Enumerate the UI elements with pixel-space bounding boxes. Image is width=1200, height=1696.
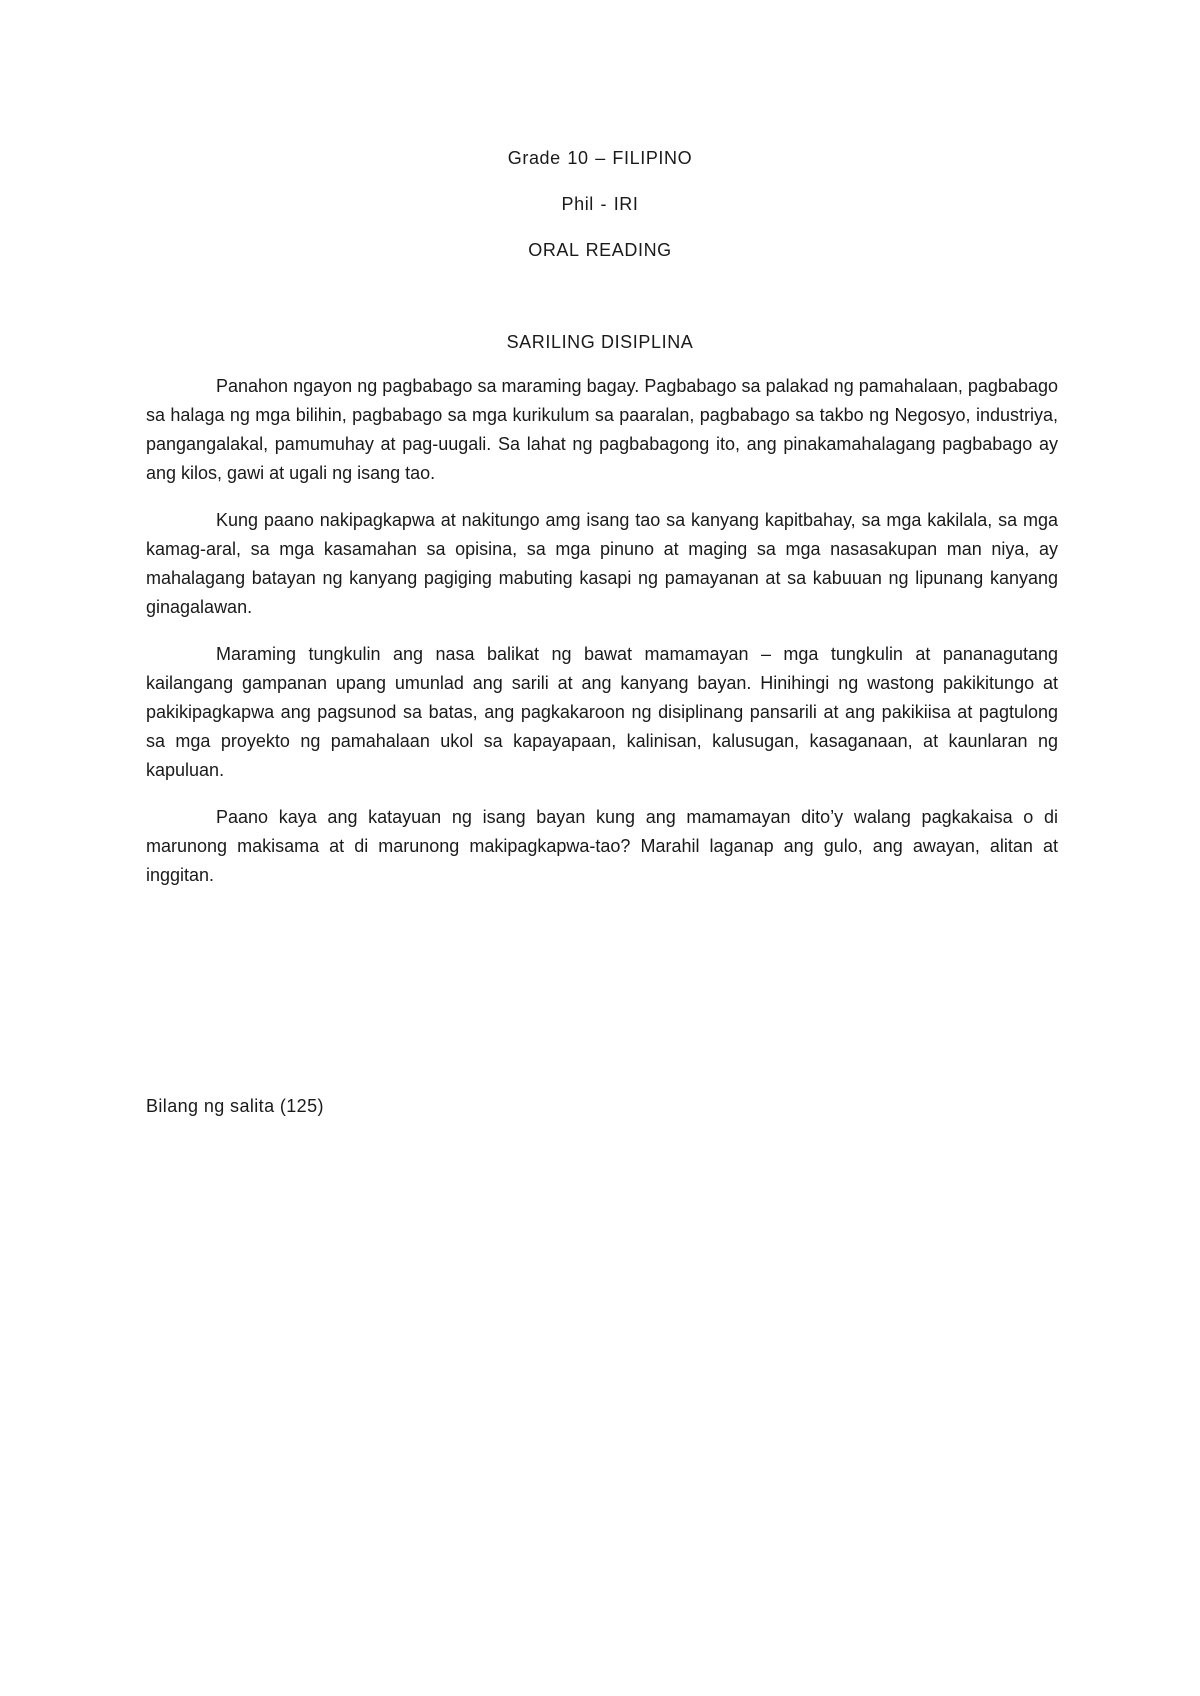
- story-title: SARILING DISIPLINA: [506, 332, 694, 352]
- grade-heading: Grade 10 – FILIPINO: [507, 148, 693, 168]
- test-heading: Phil - IRI: [561, 194, 639, 214]
- story-paragraph-2: Kung paano nakipagkapwa at nakitungo amg isang tao sa kanyang kapitbahay, sa mga kakilala, sa mga kamag-aral, sa mga kasamahan sa opisina, sa mga pinuno at maging sa mga nasasakupan man niya, ay mahalagang batayan ng kanyang pagiging mabuting kasapi ng pamayanan at sa kabuuan ng lipunang kanyang ginagalawan.: [146, 510, 1058, 617]
- story-paragraph-3: Maraming tungkulin ang nasa balikat ng bawat mamamayan – mga tungkulin at pananagutang kailangang gampanan upang umunlad ang sarili at ang kanyang bayan. Hinihingi ng wastong pakikitungo at pakikipagkapwa ang pagsunod sa batas, ang pagkakaroon ng disiplinang pansarili at ang pakikiisa at pagtulong sa mga proyekto ng pamahalaan ukol sa kapayapaan, kalinisan, kalusugan, kasaganaan, at kaunlaran ng kapuluan.: [146, 644, 1058, 780]
- story-body: [146, 372, 1058, 908]
- story-paragraph-4: Paano kaya ang katayuan ng isang bayan kung ang mamamayan dito’y walang pagkakaisa o di marunong makisama at di marunong makipagkapwa-tao? Marahil laganap ang gulo, ang awayan, alitan at inggitan.: [146, 807, 1058, 885]
- word-count-label: Bilang ng salita (125): [146, 1096, 324, 1116]
- reading-type-heading: ORAL READING: [528, 240, 672, 260]
- story-paragraph-1: Panahon ngayon ng pagbabago sa maraming bagay. Pagbabago sa palakad ng pamahalaan, pagbabago sa halaga ng mga bilihin, pagbabago sa mga kurikulum sa paaralan, pagbabago sa takbo ng Negosyo, industriya, pangangalakal, pamumuhay at pag-uugali. Sa lahat ng pagbabagong ito, ang pinakamahalagang pagbabago ay ang kilos, gawi at ugali ng isang tao.: [146, 376, 1058, 483]
